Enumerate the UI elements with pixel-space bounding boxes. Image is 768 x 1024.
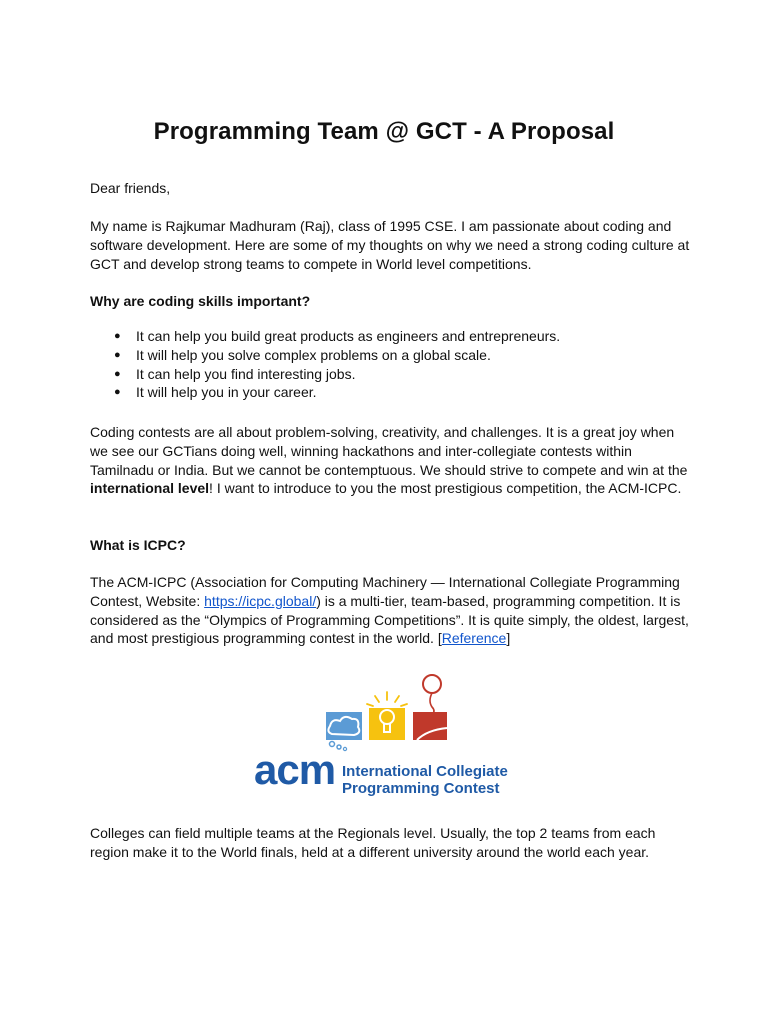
- list-item: ● It will help you in your career.: [114, 384, 317, 401]
- greeting: Dear friends,: [90, 180, 171, 196]
- icpc-paragraph: The ACM-ICPC (Association for Computing Machinery — International Collegiate Programming Contest, Website: https://icpc.global/) is a multi-tier, team-based, programming competition. It is considered as the “Olympics of Programming Competitions”. It is quite simply, the oldest, largest, and most prestigious programming contest in the world. [Reference]: [90, 574, 689, 647]
- icpc-logo: [250, 670, 522, 800]
- cloud-icon: [326, 712, 362, 740]
- icpc-heading: What is ICPC?: [90, 537, 186, 553]
- list-item: ● It will help you solve complex problems on a global scale.: [114, 346, 491, 363]
- acm-wordmark: acm: [254, 746, 336, 793]
- intro-paragraph: My name is Rajkumar Madhuram (Raj), class of 1995 CSE. I am passionate about coding and software development. Here are some of my thoughts on why we need a strong coding culture at GCT and develop strong teams to compete in World level competitions.: [90, 218, 690, 272]
- list-item: ● It can help you build great products as engineers and entrepreneurs.: [114, 328, 561, 344]
- bullet-icon: ●: [114, 348, 121, 361]
- logo-wordmark: [252, 746, 524, 798]
- bold-international-level: international level: [90, 480, 210, 497]
- logo-line2: Programming Contest: [342, 780, 500, 797]
- reference-link[interactable]: Reference: [441, 630, 507, 647]
- bullet-icon: ●: [114, 386, 121, 399]
- document-title: Programming Team @ GCT - A Proposal: [153, 118, 615, 145]
- bullet-icon: ●: [114, 367, 121, 380]
- bullet-list: [90, 327, 690, 402]
- contests-paragraph: Coding contests are all about problem-solving, creativity, and challenges. It is a great joy when we see our GCTians doing well, winning hackathons and inter-collegiate contests within Tamilnadu or India. But we cannot be contemptuous. We should strive to compete and win at the international level! I want to introduce to you the most prestigious competition, the ACM-ICPC.: [90, 424, 688, 497]
- colleges-paragraph: Colleges can field multiple teams at the Regionals level. Usually, the top 2 teams from each region make it to the World finals, held at a different university around the world each year.: [90, 825, 656, 860]
- icpc-website-link[interactable]: https://icpc.global/: [204, 592, 317, 609]
- why-heading: Why are coding skills important?: [90, 293, 311, 309]
- logo-line1: International Collegiate: [342, 763, 508, 780]
- list-item: ● It can help you find interesting jobs.: [114, 365, 356, 382]
- balloon-icon: [413, 712, 447, 740]
- bullet-icon: ●: [114, 330, 121, 342]
